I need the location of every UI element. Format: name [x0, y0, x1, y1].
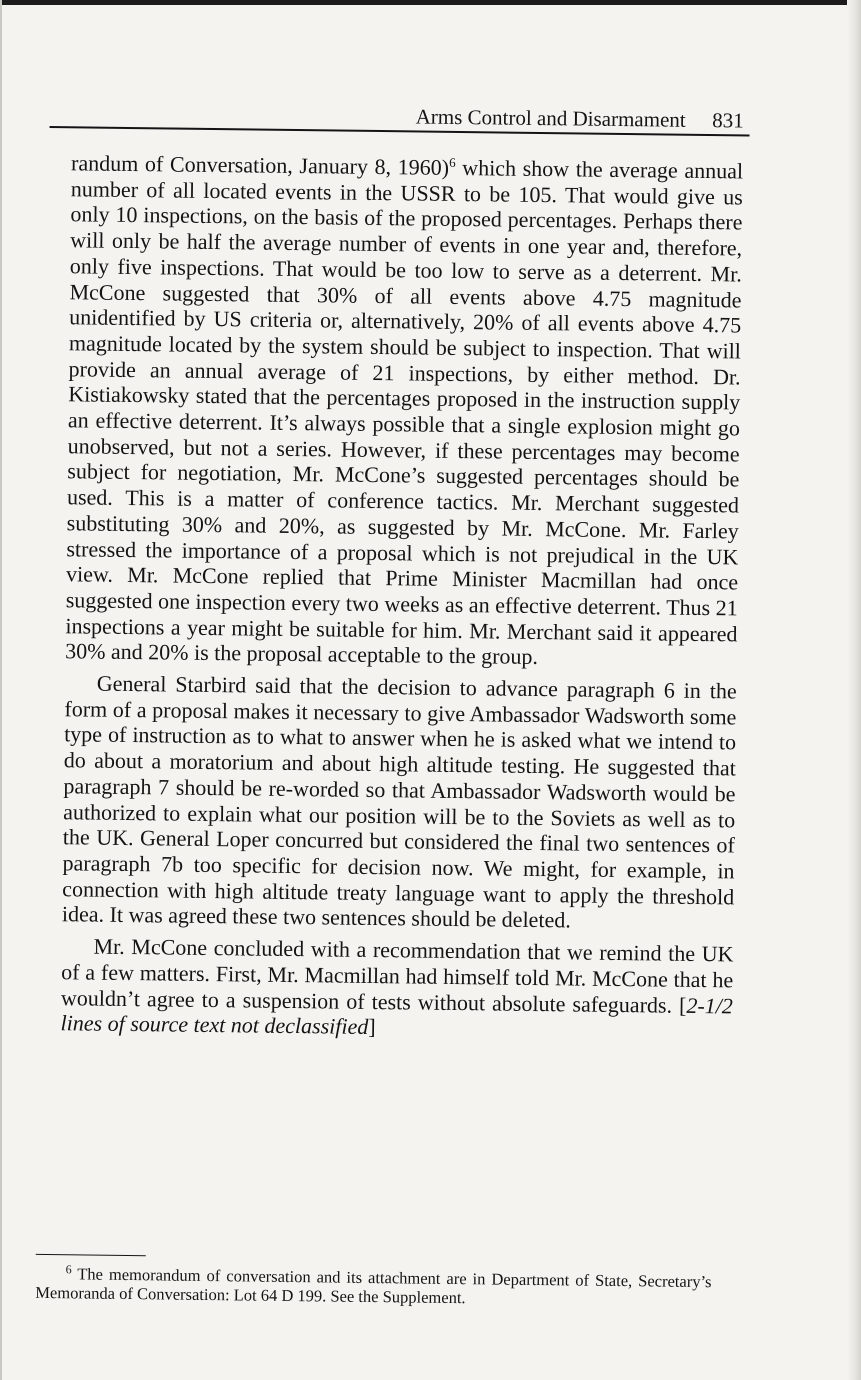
paragraph-continued [65, 150, 743, 672]
paragraph-starbird [62, 670, 737, 935]
paragraph-text: Mr. McCone concluded with a recommendation that we remind the UK of a few matters. First, Mr. Macmillan had himself told Mr. McCone that he wouldn’t agree to a suspension of tests without absolute safeguards. [60, 933, 734, 1018]
not-declassified-note: [2-1/2 lines of source text not declassified] [60, 992, 734, 1040]
body-text [38, 150, 749, 1044]
running-title: Arms Control and Disarmament [415, 104, 686, 132]
running-head [50, 92, 750, 137]
paragraph-text: randum of Conversation, January 8, 1960) [70, 150, 450, 180]
footnote-rule [36, 1254, 146, 1256]
page-right-edge [847, 0, 861, 1380]
footnote-text: The memorandum of conversation and its attachment are in Department of State, Secretary’s Memoranda of Conversation: Lot 64 D 199. See the Supplement. [35, 1264, 712, 1308]
book-page [35, 92, 750, 1308]
footnote [35, 1264, 711, 1310]
bracket-note-text: 2-1/2 lines of source text not declassified [60, 992, 734, 1040]
page-left-edge [0, 0, 2, 1380]
page-top-edge [0, 0, 861, 5]
footnote-marker: 6 [65, 1262, 72, 1277]
page-number: 831 [712, 108, 744, 133]
paragraph-mccone [60, 933, 733, 1044]
paragraph-text: General Starbird said that the decision to advance paragraph 6 in the form of a proposal makes it necessary to give Ambassador Wadsworth some type of instruction as to what to answer when he is asked what we intend to do about a moratorium and about high altitude testing. He suggested that paragraph 7 should be re-worded so that Ambassador Wadsworth would be authorized to explain what our position will be to the Soviets as well as to the UK. General Loper concurred but considered the final two sentences of paragraph 7b too specific for decision now. We might, for example, in connection with high altitude treaty language want to apply the threshold idea. It was agreed these two sentences should be deleted. [61, 670, 737, 933]
paragraph-text: which show the average annual number of all located events in the USSR to be 105. That would give us only 10 inspections, on the basis of the proposed percentages. Perhaps there will only be half the average number of events in one year and, therefore, only five inspections. That would be too low to serve as a deterrent. Mr. McCone suggested that 30% of all events above 4.75 magnitude unidentified by US criteria or, alternatively, 20% of all events above 4.75 magnitude located by the system should be subject to inspection. That will provide an annual average of 21 inspections, by either method. Dr. Kistiakowsky stated that the percentages proposed in the instruction supply an effective deterrent. It’s always possible that a single explosion might go unobserved, but not a series. However, if these percentages may become subject for negotiation, Mr. McCone’s suggested percentages should be used. This is a matter of conference tactics. Mr. Merchant suggested substituting 30% and 20%, as suggested by Mr. McCone. Mr. Farley stressed the importance of a proposal which is not prejudical in the UK view. Mr. McCone replied that Prime Minister Macmillan had once suggested one inspection every two weeks as an effective deterrent. Thus 21 inspections a year might be suitable for him. Mr. Merchant said it appeared 30% and 20% is the proposal acceptable to the group. [65, 154, 744, 670]
footnote-reference: 6 [449, 154, 456, 170]
